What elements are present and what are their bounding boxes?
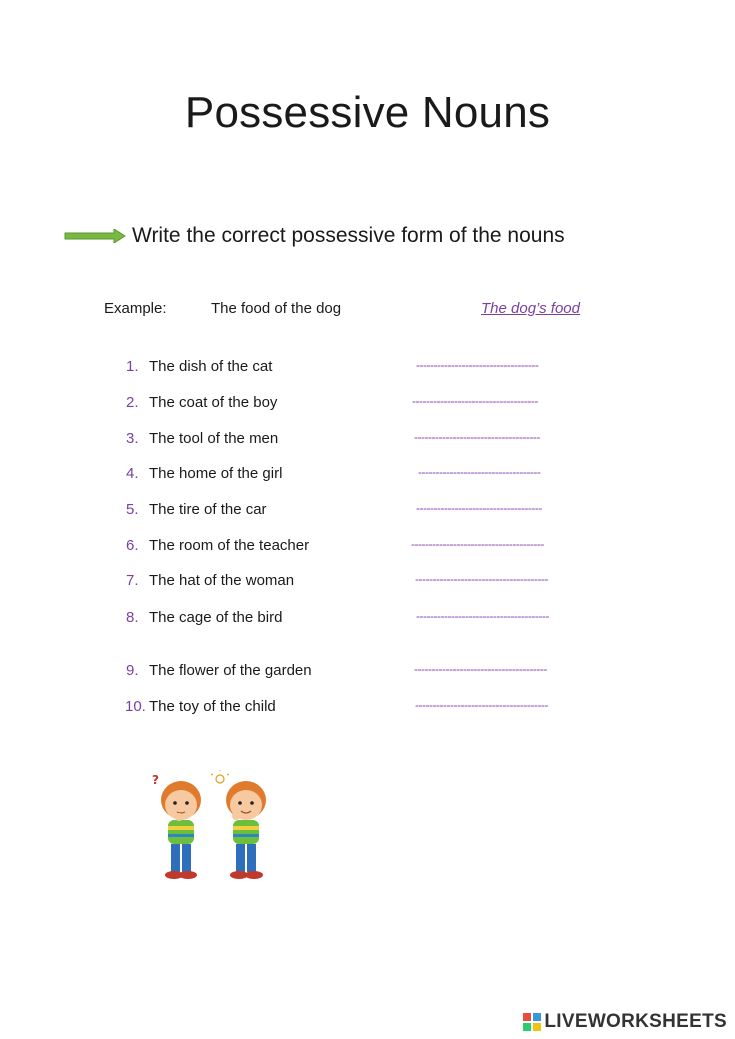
- answer-blank[interactable]: --------------------------------------: [416, 609, 549, 623]
- answer-blank[interactable]: --------------------------------------: [415, 572, 548, 586]
- item-number: 1.: [126, 358, 139, 375]
- item-phrase: The home of the girl: [149, 465, 283, 482]
- list-item: [0, 394, 735, 416]
- list-item: [0, 537, 735, 559]
- example-label: Example:: [104, 300, 167, 317]
- list-item: [0, 662, 735, 684]
- item-number: 2.: [126, 394, 139, 411]
- answer-blank[interactable]: --------------------------------------: [414, 662, 547, 676]
- item-phrase: The flower of the garden: [149, 662, 312, 679]
- list-item: [0, 501, 735, 523]
- item-number: 8.: [126, 609, 139, 626]
- example-answer: The dog’s food: [481, 300, 580, 317]
- list-item: [0, 358, 735, 380]
- liveworksheets-icon: [523, 1013, 541, 1031]
- item-number: 3.: [126, 430, 139, 447]
- item-phrase: The tool of the men: [149, 430, 279, 447]
- list-item: [0, 465, 735, 487]
- right-arrow-icon: [64, 229, 126, 243]
- logo-text: LIVEWORKSHEETS: [544, 1011, 727, 1032]
- list-item: [0, 430, 735, 452]
- item-phrase: The toy of the child: [149, 698, 276, 715]
- thinking-kids-illustration: [148, 770, 278, 885]
- answer-blank[interactable]: --------------------------------------: [415, 698, 548, 712]
- page-title: Possessive Nouns: [184, 88, 551, 137]
- list-item: [0, 609, 735, 631]
- item-phrase: The cage of the bird: [149, 609, 283, 626]
- answer-blank[interactable]: ------------------------------------: [414, 430, 540, 444]
- item-phrase: The hat of the woman: [149, 572, 295, 589]
- item-phrase: The coat of the boy: [149, 394, 278, 411]
- item-number: 4.: [126, 465, 139, 482]
- answer-blank[interactable]: -----------------------------------: [418, 465, 541, 479]
- item-number: 7.: [126, 572, 139, 589]
- item-phrase: The tire of the car: [149, 501, 267, 518]
- item-number: 10.: [125, 698, 146, 715]
- item-phrase: The room of the teacher: [149, 537, 310, 554]
- item-number: 5.: [126, 501, 139, 518]
- svg-text:?: ?: [152, 773, 159, 787]
- item-phrase: The dish of the cat: [149, 358, 273, 375]
- liveworksheets-logo: [523, 1011, 727, 1033]
- instruction-text: Write the correct possessive form of the nouns: [132, 224, 565, 247]
- item-number: 6.: [126, 537, 139, 554]
- answer-blank[interactable]: -----------------------------------: [416, 358, 539, 372]
- list-item: [0, 698, 735, 720]
- example-phrase: The food of the dog: [211, 300, 342, 317]
- instruction: [64, 224, 565, 248]
- answer-blank[interactable]: ------------------------------------: [412, 394, 538, 408]
- list-item: [0, 572, 735, 594]
- answer-blank[interactable]: --------------------------------------: [411, 537, 544, 551]
- answer-blank[interactable]: ------------------------------------: [416, 501, 542, 515]
- item-number: 9.: [126, 662, 139, 679]
